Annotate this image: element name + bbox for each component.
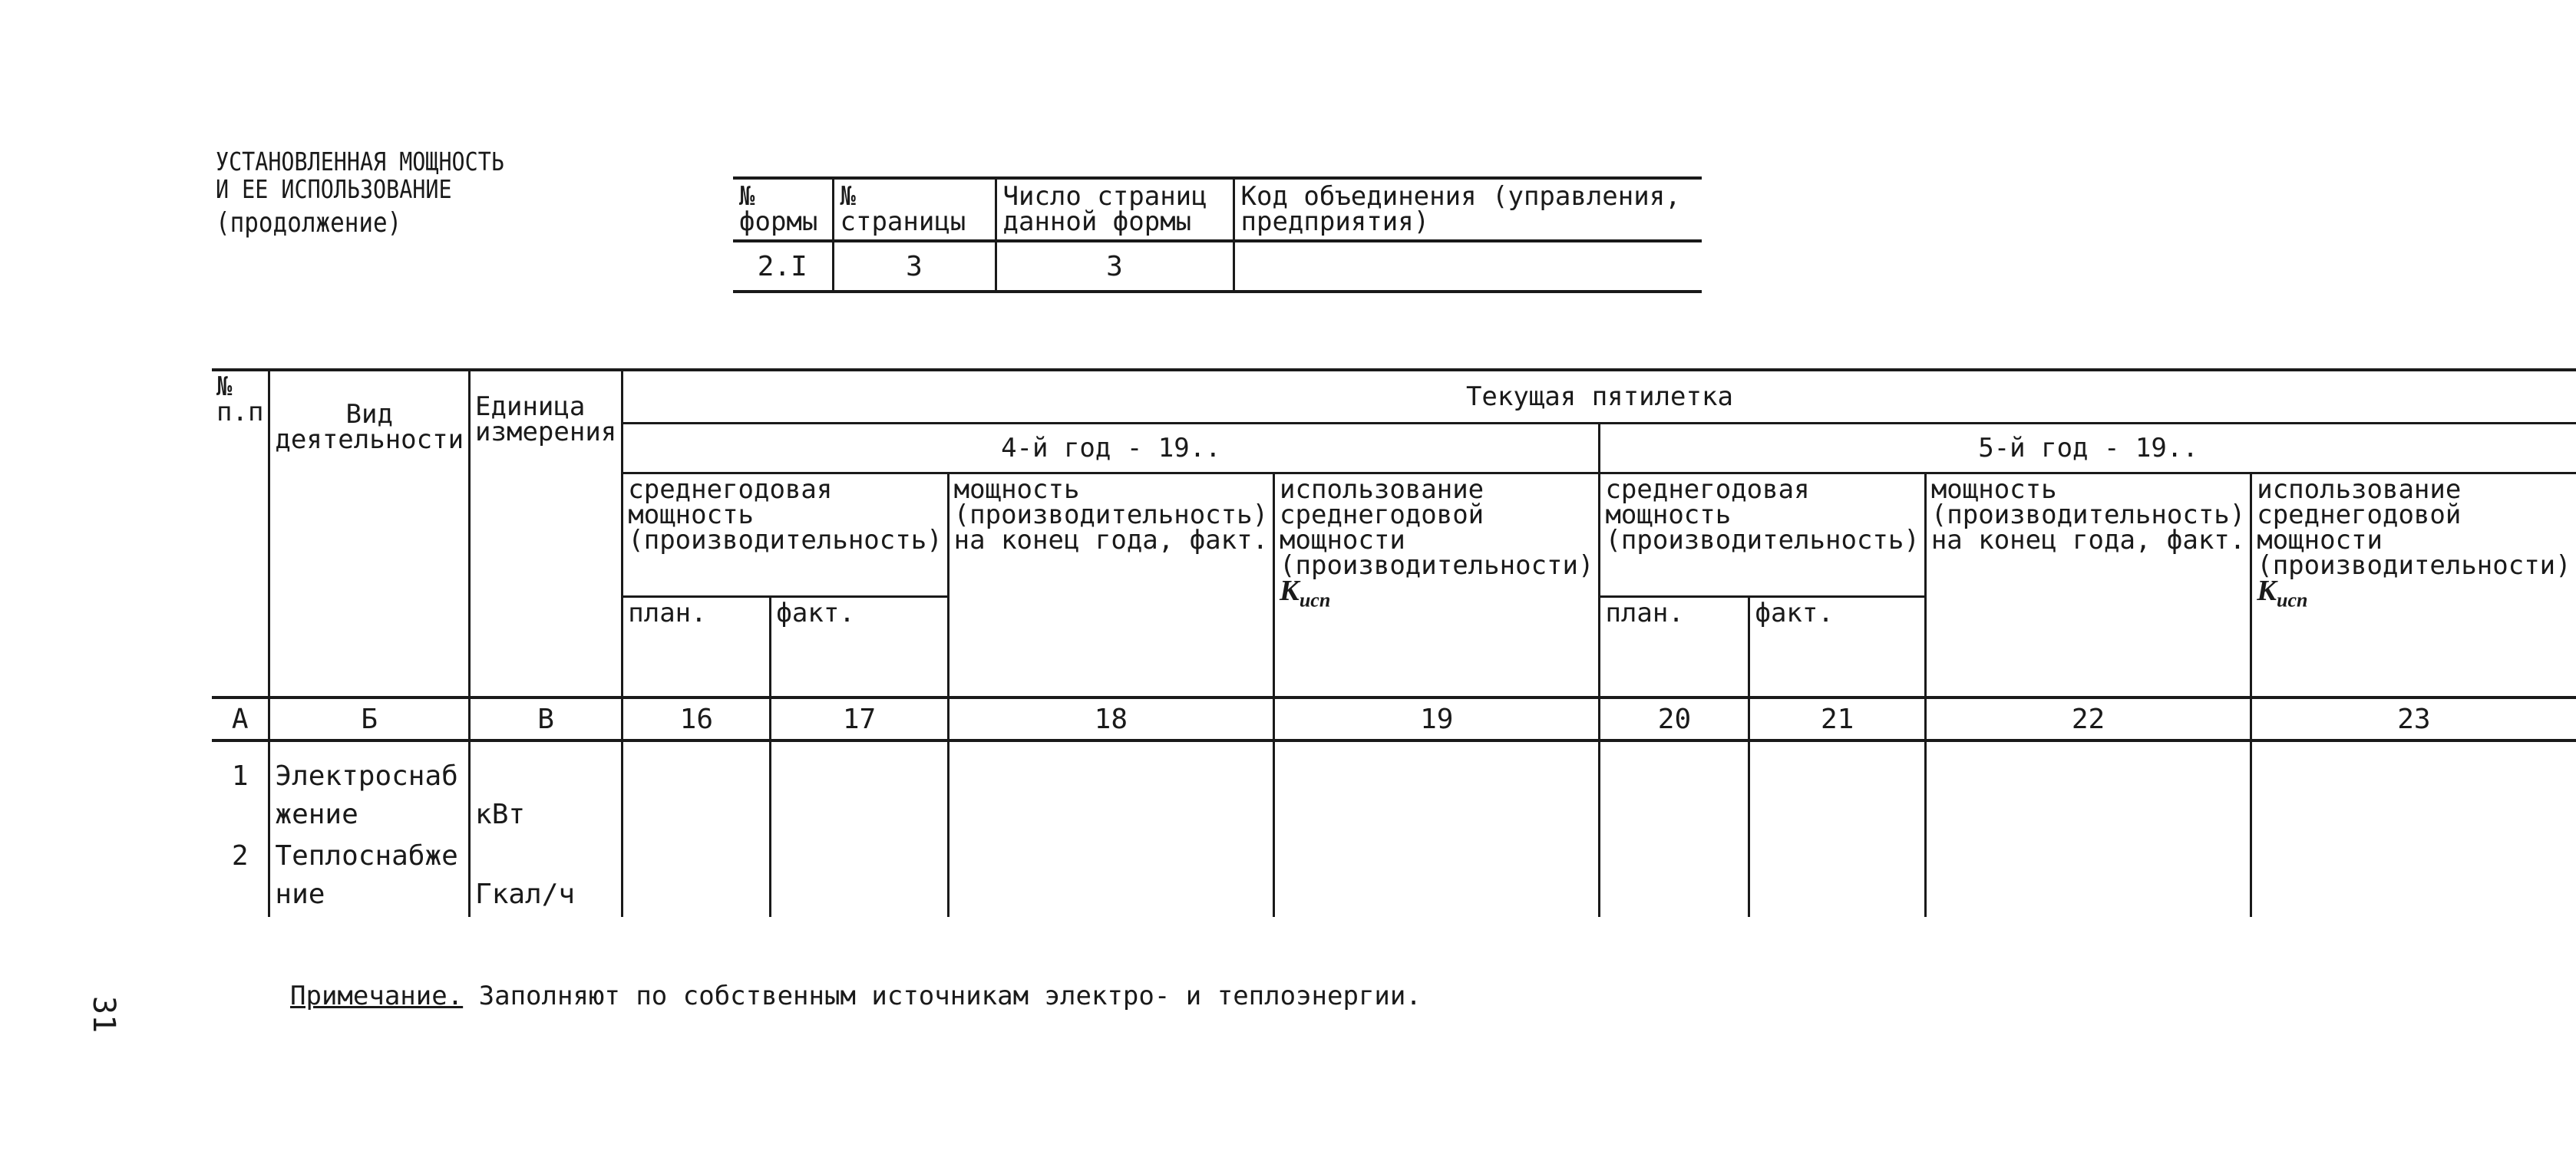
title-line-1: УСТАНОВЛЕННАЯ МОЩНОСТЬ xyxy=(216,147,504,176)
year-5-usage-header xyxy=(2251,473,2576,698)
year-4-fact-header: факт. xyxy=(771,597,948,698)
row-number: 1 xyxy=(231,760,249,792)
cell xyxy=(1274,837,1600,917)
cell xyxy=(623,837,771,917)
pages-count-value: 3 xyxy=(996,241,1234,292)
col-code: 22 xyxy=(1925,698,2251,740)
cell xyxy=(2251,837,2576,917)
cell xyxy=(1600,837,1749,917)
row-activity: Теплоснабжение xyxy=(269,837,470,917)
col-code: 20 xyxy=(1600,698,1749,740)
cell xyxy=(2251,740,2576,837)
cell xyxy=(1749,740,1925,837)
table-row xyxy=(212,837,2576,917)
cell xyxy=(1925,837,2251,917)
k-usage-symbol xyxy=(2257,575,2308,612)
page-number-header: № страницы xyxy=(833,178,996,241)
year-4-header: 4-й год - 19.. xyxy=(623,424,1600,473)
k-subscript: исп xyxy=(2277,589,2308,612)
capacity-table xyxy=(212,368,2576,917)
cell xyxy=(1749,837,1925,917)
year-5-plan-header: план. xyxy=(1600,597,1749,698)
page-number-value: 3 xyxy=(833,241,996,292)
year-5-usage-text: использование среднегодовой мощности (производительности) xyxy=(2257,474,2571,581)
row-unit: Гкал/ч xyxy=(470,837,623,917)
year-5-end-capacity-header: мощность (производительность) на конец года, факт. xyxy=(1925,473,2251,698)
year-4-usage-header xyxy=(1274,473,1600,698)
cell xyxy=(1600,740,1749,837)
form-number-value: 2.I xyxy=(757,250,807,282)
col-code: 21 xyxy=(1749,698,1925,740)
col-code: 18 xyxy=(948,698,1273,740)
year-5-fact-header: факт. xyxy=(1749,597,1925,698)
col-code: Б xyxy=(269,698,470,740)
k-usage-symbol xyxy=(1280,575,1331,612)
org-code-header: Код объединения (управления, предприятия) xyxy=(1234,178,1702,241)
document-title xyxy=(216,148,504,237)
year-4-usage-text: использование среднегодовой мощности (производительности) xyxy=(1280,474,1594,581)
cell xyxy=(1274,740,1600,837)
k-letter: К xyxy=(1280,575,1300,607)
year-4-end-capacity-header: мощность (производительность) на конец года, факт. xyxy=(948,473,1273,698)
cell xyxy=(623,740,771,837)
year-5-avg-capacity-header: среднегодовая мощность (производительность) xyxy=(1600,473,1925,597)
form-number-header: № формы xyxy=(739,181,818,237)
year-5-header: 5-й год - 19.. xyxy=(1600,424,2576,473)
note-text: Заполняют по собственным источникам электро- и теплоэнергии. xyxy=(463,981,1422,1011)
k-subscript: исп xyxy=(1299,589,1331,612)
col-code: В xyxy=(470,698,623,740)
five-year-plan-header: Текущая пятилетка xyxy=(623,370,2576,424)
row-activity: Электроснабжение xyxy=(269,740,470,837)
cell xyxy=(948,837,1273,917)
col-code: 17 xyxy=(771,698,948,740)
cell xyxy=(771,740,948,837)
col-code: А xyxy=(212,698,269,740)
row-number: 2 xyxy=(231,840,249,872)
row-unit: кВт xyxy=(470,740,623,837)
title-line-2: И ЕЕ ИСПОЛЬЗОВАНИЕ xyxy=(216,174,452,204)
k-letter: К xyxy=(2257,575,2277,607)
form-info-table xyxy=(733,176,1702,293)
year-4-avg-capacity-header: среднегодовая мощность (производительность) xyxy=(623,473,948,597)
col-code: 19 xyxy=(1274,698,1600,740)
year-4-plan-header: план. xyxy=(623,597,771,698)
col-code: 23 xyxy=(2251,698,2576,740)
pages-count-header: Число страниц данной формы xyxy=(996,178,1234,241)
note xyxy=(290,981,1422,1011)
title-continuation: (продолжение) xyxy=(216,207,402,239)
page-number: 31 xyxy=(86,996,121,1034)
col-header-activity: Вид деятельности xyxy=(269,370,470,698)
cell xyxy=(1925,740,2251,837)
col-header-num: № п.п xyxy=(212,370,269,698)
org-code-value xyxy=(1234,241,1702,292)
cell xyxy=(948,740,1273,837)
col-code: 16 xyxy=(623,698,771,740)
cell xyxy=(771,837,948,917)
col-header-unit: Единица измерения xyxy=(470,370,623,698)
table-row xyxy=(212,740,2576,837)
note-label: Примечание. xyxy=(290,981,464,1011)
